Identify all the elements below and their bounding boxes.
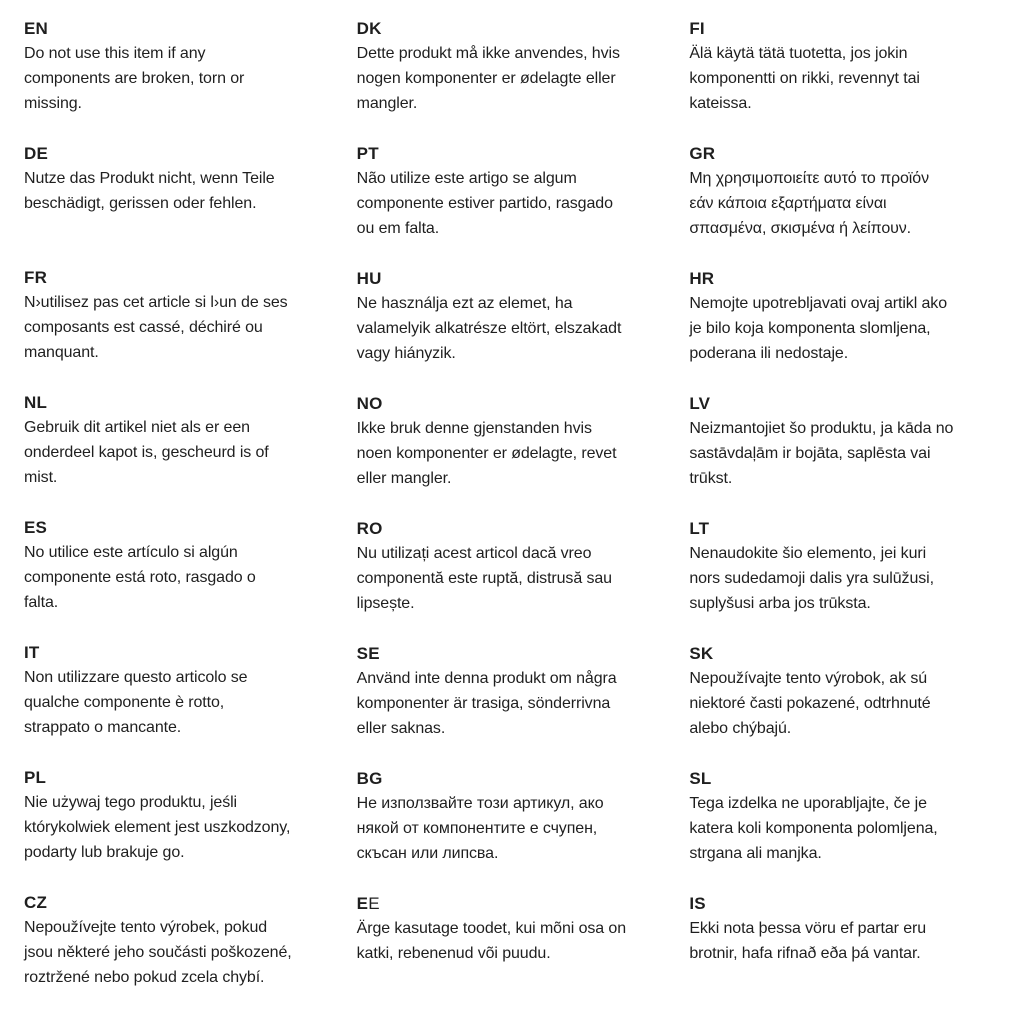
lang-code-pl: PL	[24, 768, 47, 787]
lang-code-ee-bold: E	[356, 894, 369, 913]
lang-code-is: IS	[689, 894, 706, 913]
lang-block-lv	[689, 391, 1008, 491]
warning-text-ro: Nu utilizați acest articol dacă vreo componentă este ruptă, distrusă sau lipsește.	[356, 545, 612, 612]
lang-block-is	[689, 891, 1008, 990]
warning-text-pt: Não utilize este artigo se algum componente estiver partido, rasgado ou em falta.	[356, 170, 613, 237]
lang-block-bg	[357, 766, 676, 866]
lang-block-es	[24, 515, 343, 615]
warning-text-se: Använd inte denna produkt om några komponenter är trasiga, sönderrivna eller saknas.	[356, 670, 617, 737]
warning-text-ee: Ärge kasutage toodet, kui mõni osa on katki, rebenenud või puudu.	[356, 920, 627, 962]
lang-block-lt	[689, 516, 1008, 616]
warning-text-cz: Nepoužívejte tento výrobek, pokud jsou některé jeho součásti poškozené, roztržené nebo pokud zcela chybí.	[24, 919, 292, 986]
lang-code-sl: SL	[689, 769, 712, 788]
lang-code-ro: RO	[356, 519, 383, 538]
lang-block-dk	[357, 16, 676, 116]
lang-block-pt	[357, 141, 676, 241]
warning-text-sl: Tega izdelka ne uporabljajte, če je katera koli komponenta polomljena, strgana ali manjka.	[689, 795, 938, 862]
lang-block-en	[24, 16, 343, 116]
warning-text-dk: Dette produkt må ikke anvendes, hvis nogen komponenter er ødelagte eller mangler.	[356, 45, 620, 112]
lang-code-hr: HR	[689, 269, 715, 288]
column-3	[689, 16, 1008, 1024]
lang-code-lv: LV	[689, 394, 711, 413]
warning-text-hu: Ne használja ezt az elemet, ha valamelyik alkatrésze eltört, elszakadt vagy hiányzik.	[356, 295, 622, 362]
lang-block-ee	[357, 891, 676, 990]
warning-text-no: Ikke bruk denne gjenstanden hvis noen komponenter er ødelagte, revet eller mangler.	[356, 420, 617, 487]
column-2	[357, 16, 676, 1024]
lang-block-no	[357, 391, 676, 491]
warning-text-lt: Nenaudokite šio elemento, jei kuri nors sudedamoji dalis yra sulūžusi, suplyšusi arba jos trūksta.	[689, 545, 934, 612]
lang-code-en: EN	[24, 19, 49, 38]
lang-code-ee	[357, 891, 676, 916]
warning-text-it: Non utilizzare questo articolo se qualche componente è rotto, strappato o mancante.	[24, 669, 248, 736]
warning-text-gr: Μη χρησιμοποιείτε αυτό το προϊόν εάν κάποια εξαρτήματα είναι σπασμένα, σκισμένα ή λείπουν.	[689, 170, 929, 237]
lang-code-bg: BG	[356, 769, 383, 788]
lang-block-cz	[24, 890, 343, 990]
warning-text-bg: Не използвайте този артикул, ако някой от компонентите е счупен, скъсан или липсва.	[356, 795, 604, 862]
warning-text-en: Do not use this item if any components are broken, torn or missing.	[24, 45, 245, 112]
warning-text-hr: Nemojte upotrebljavati ovaj artikl ako je bilo koja komponenta slomljena, poderana ili nedostaje.	[689, 295, 947, 362]
lang-block-ro	[357, 516, 676, 616]
warning-text-de: Nutze das Produkt nicht, wenn Teile beschädigt, gerissen oder fehlen.	[24, 170, 275, 212]
lang-block-hr	[689, 266, 1008, 366]
lang-code-it: IT	[24, 643, 40, 662]
lang-block-sk	[689, 641, 1008, 741]
lang-code-hu: HU	[356, 269, 382, 288]
lang-block-se	[357, 641, 676, 741]
lang-block-sl	[689, 766, 1008, 866]
warning-text-is: Ekki nota þessa vöru ef partar eru brotnir, hafa rifnað eða þá vantar.	[689, 920, 927, 962]
lang-block-pl	[24, 765, 343, 865]
warning-text-pl: Nie używaj tego produktu, jeśli którykolwiek element jest uszkodzony, podarty lub brakuje go.	[24, 794, 291, 861]
warning-text-fr: N›utilisez pas cet article si l›un de ses composants est cassé, déchiré ou manquant.	[24, 294, 288, 361]
lang-code-sk: SK	[689, 644, 714, 663]
lang-block-it	[24, 640, 343, 740]
lang-code-fi: FI	[689, 19, 705, 38]
lang-code-no: NO	[356, 394, 383, 413]
lang-code-gr: GR	[689, 144, 716, 163]
warning-text-lv: Neizmantojiet šo produktu, ja kāda no sastāvdaļām ir bojāta, saplēsta vai trūkst.	[689, 420, 954, 487]
lang-block-hu	[357, 266, 676, 366]
lang-code-dk: DK	[356, 19, 382, 38]
lang-code-se: SE	[356, 644, 380, 663]
lang-code-cz: CZ	[24, 893, 48, 912]
warning-text-nl: Gebruik dit artikel niet als er een onderdeel kapot is, gescheurd is of mist.	[24, 419, 269, 486]
lang-code-ee-light: E	[368, 894, 380, 913]
lang-code-nl: NL	[24, 393, 48, 412]
warning-text-es: No utilice este artículo si algún componente está roto, rasgado o falta.	[24, 544, 256, 611]
lang-block-de	[24, 141, 343, 240]
lang-code-pt: PT	[356, 144, 379, 163]
lang-code-fr: FR	[24, 268, 48, 287]
lang-block-gr	[689, 141, 1008, 241]
lang-code-es: ES	[24, 518, 48, 537]
warning-text-fi: Älä käytä tätä tuotetta, jos jokin komponentti on rikki, revennyt tai kateissa.	[689, 45, 920, 112]
lang-code-de: DE	[24, 144, 49, 163]
lang-code-lt: LT	[689, 519, 710, 538]
column-1	[24, 16, 343, 1024]
lang-block-nl	[24, 390, 343, 490]
lang-block-fr	[24, 265, 343, 365]
lang-block-fi	[689, 16, 1008, 116]
warning-text-sk: Nepoužívajte tento výrobok, ak sú niektoré časti pokazené, odtrhnuté alebo chýbajú.	[689, 670, 931, 737]
